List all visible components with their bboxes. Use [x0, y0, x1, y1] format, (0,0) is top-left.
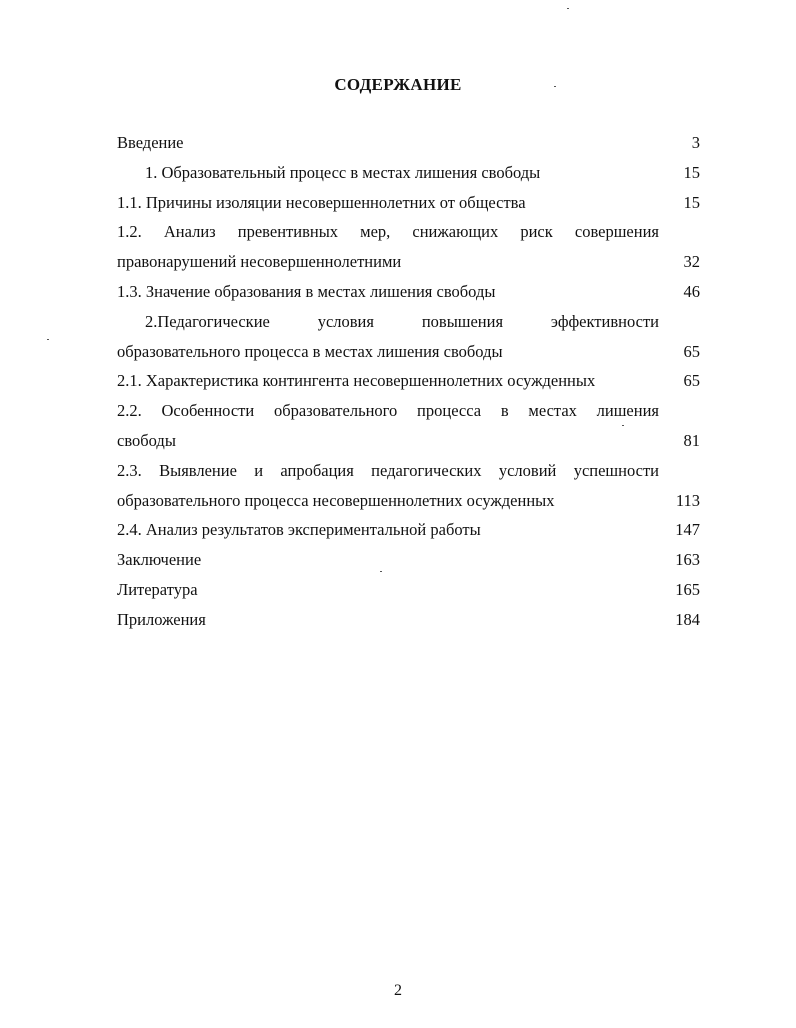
- toc-entry-text: 2.Педагогические условия повышения эффективности: [145, 311, 659, 331]
- toc-entry-page: 46: [683, 281, 700, 301]
- page-number: 2: [394, 982, 402, 999]
- toc-entry-text: 1.2. Анализ превентивных мер, снижающих риск совершения: [117, 222, 659, 242]
- toc-entry-chapter-2-line-2: [117, 337, 700, 367]
- toc-entry-chapter-1: [117, 158, 700, 188]
- toc-entry-conclusion: [117, 545, 700, 575]
- toc-entry-text: Заключение: [117, 550, 202, 570]
- toc-entry-literature: [117, 575, 700, 605]
- table-of-contents: [117, 128, 700, 635]
- toc-entry-text: 1.3. Значение образования в местах лишения свободы: [117, 281, 496, 301]
- toc-entry-text: 2.2. Особенности образовательного процесса в местах лишения: [117, 401, 659, 421]
- toc-entry-page: 113: [675, 490, 700, 510]
- toc-entry-page: 3: [691, 133, 700, 152]
- toc-entry-text: 1.1. Причины изоляции несовершеннолетних от общества: [117, 192, 526, 212]
- scan-speck: [380, 571, 382, 572]
- toc-entry-text: Введение: [117, 133, 184, 152]
- toc-entry-page: 81: [683, 430, 700, 450]
- toc-entry-page: 163: [675, 550, 700, 570]
- toc-entry-section-1-2-line-1: [117, 217, 700, 247]
- toc-entry-appendices: [117, 605, 700, 635]
- toc-entry-page: 15: [683, 162, 700, 182]
- page-title: СОДЕРЖАНИЕ: [334, 75, 462, 94]
- toc-entry-text: образовательного процесса несовершеннолетних осужденных: [117, 490, 555, 510]
- toc-entry-page: 184: [675, 609, 700, 629]
- toc-entry-section-2-2-line-1: [117, 396, 700, 426]
- toc-entry-page: 165: [675, 579, 700, 599]
- scan-speck: [567, 8, 569, 9]
- toc-entry-text: правонарушений несовершеннолетними: [117, 252, 402, 272]
- toc-entry-text: Литература: [117, 579, 198, 599]
- toc-entry-section-1-2-line-2: [117, 247, 700, 277]
- toc-entry-chapter-2-line-1: [117, 307, 700, 337]
- toc-entry-section-2-2-line-2: [117, 426, 700, 456]
- toc-entry-text: 2.4. Анализ результатов экспериментальной работы: [117, 520, 481, 540]
- scan-speck: [622, 425, 624, 426]
- toc-entry-section-1-3: [117, 277, 700, 307]
- toc-entry-text: 1. Образовательный процесс в местах лишения свободы: [145, 162, 541, 182]
- toc-entry-text: свободы: [117, 430, 176, 450]
- toc-entry-section-2-3-line-1: [117, 456, 700, 486]
- scan-speck: [47, 339, 49, 340]
- scan-speck: [554, 86, 556, 87]
- toc-entry-section-2-1: [117, 366, 700, 396]
- toc-entry-page: 32: [683, 252, 700, 272]
- toc-entry-page: 65: [683, 341, 700, 361]
- toc-entry-page: 65: [683, 371, 700, 391]
- toc-entry-introduction: [117, 128, 700, 158]
- toc-entry-text: 2.1. Характеристика контингента несовершеннолетних осужденных: [117, 371, 596, 391]
- toc-entry-text: образовательного процесса в местах лишения свободы: [117, 341, 503, 361]
- toc-entry-text: 2.3. Выявление и апробация педагогических условий успешности: [117, 460, 659, 480]
- toc-entry-page: 147: [675, 520, 700, 540]
- toc-entry-text: Приложения: [117, 609, 206, 629]
- toc-entry-section-2-4: [117, 515, 700, 545]
- toc-entry-section-1-1: [117, 188, 700, 218]
- toc-entry-page: 15: [683, 192, 700, 212]
- toc-entry-section-2-3-line-2: [117, 486, 700, 516]
